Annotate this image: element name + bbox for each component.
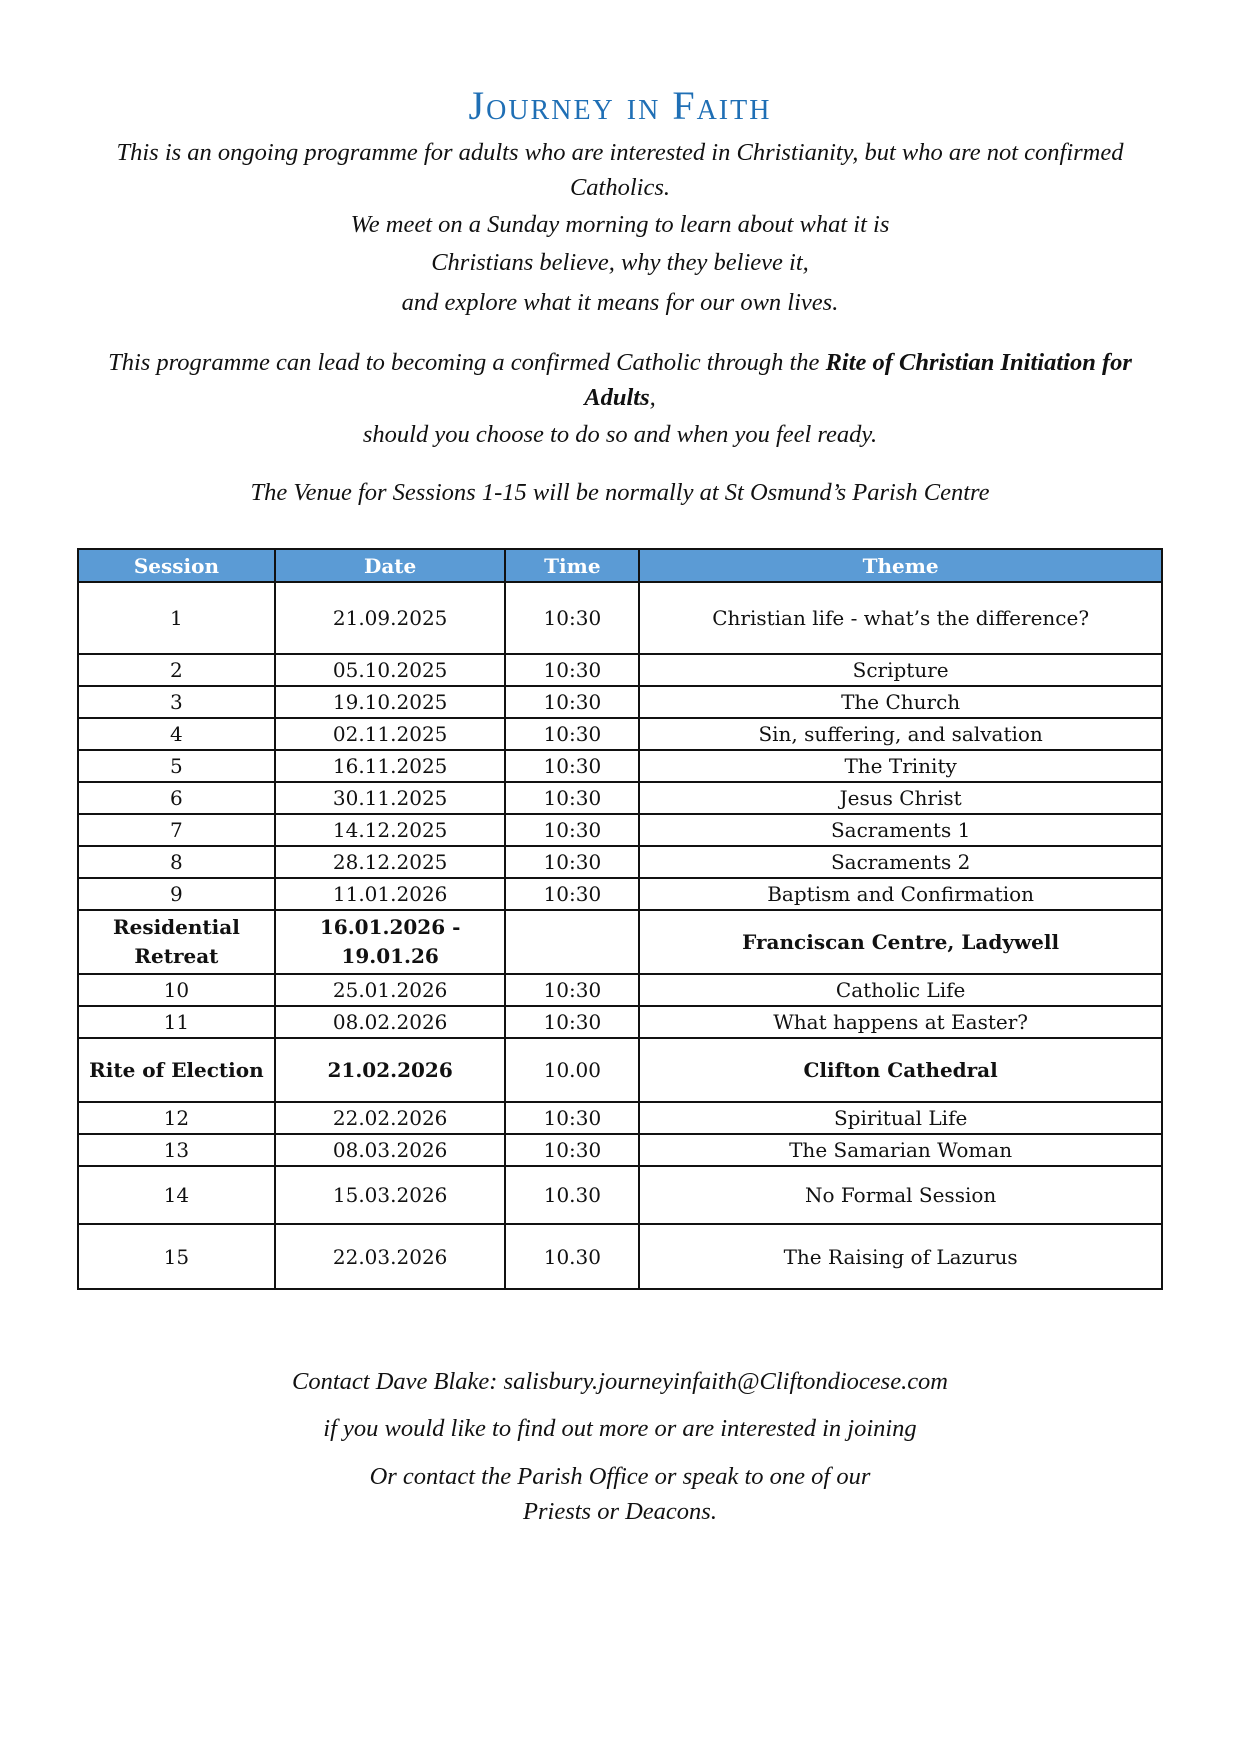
cell-date: 08.03.2026 bbox=[275, 1134, 506, 1166]
cell-date: 05.10.2025 bbox=[275, 654, 506, 686]
cell-time: 10:30 bbox=[505, 1134, 639, 1166]
cell-date: 19.10.2025 bbox=[275, 686, 506, 718]
header-session: Session bbox=[78, 549, 275, 582]
cell-date: 21.09.2025 bbox=[275, 582, 506, 654]
table-row bbox=[78, 878, 1162, 910]
table-row bbox=[78, 814, 1162, 846]
schedule-table bbox=[77, 548, 1163, 1290]
venue-note: The Venue for Sessions 1-15 will be normally at St Osmund’s Parish Centre bbox=[250, 479, 990, 506]
table-header-row bbox=[78, 549, 1162, 582]
cell-session: 11 bbox=[78, 1006, 275, 1038]
table-row bbox=[78, 750, 1162, 782]
cell-session: 14 bbox=[78, 1166, 275, 1224]
table-row bbox=[78, 910, 1162, 974]
cell-time: 10:30 bbox=[505, 718, 639, 750]
page-title: Journey in Faith bbox=[468, 83, 772, 128]
cell-time: 10.00 bbox=[505, 1038, 639, 1102]
cell-time: 10:30 bbox=[505, 1102, 639, 1134]
cell-time: 10:30 bbox=[505, 814, 639, 846]
cell-time: 10:30 bbox=[505, 782, 639, 814]
header-time: Time bbox=[505, 549, 639, 582]
cell-theme: Scripture bbox=[639, 654, 1162, 686]
cell-theme: Sin, suffering, and salvation bbox=[639, 718, 1162, 750]
cell-theme: Jesus Christ bbox=[639, 782, 1162, 814]
cell-session: 8 bbox=[78, 846, 275, 878]
cell-theme: Franciscan Centre, Ladywell bbox=[639, 910, 1162, 974]
cell-theme: The Raising of Lazurus bbox=[639, 1224, 1162, 1289]
table-row bbox=[78, 1134, 1162, 1166]
cell-date: 28.12.2025 bbox=[275, 846, 506, 878]
cell-time: 10:30 bbox=[505, 582, 639, 654]
intro-paragraph-1: This is an ongoing programme for adults who are interested in Christianity, but who are not confirmed Catholics. bbox=[116, 139, 1124, 201]
rcia-bold-text: Rite of Christian Initiation for Adults bbox=[584, 349, 1132, 411]
table-row bbox=[78, 782, 1162, 814]
cell-session: 12 bbox=[78, 1102, 275, 1134]
cell-time: 10:30 bbox=[505, 686, 639, 718]
cell-time: 10:30 bbox=[505, 974, 639, 1006]
cell-date: 16.01.2026 - 19.01.26 bbox=[275, 910, 506, 974]
cell-time: 10.30 bbox=[505, 1224, 639, 1289]
cell-session: 3 bbox=[78, 686, 275, 718]
cell-theme: Catholic Life bbox=[639, 974, 1162, 1006]
cell-date: 22.03.2026 bbox=[275, 1224, 506, 1289]
rcia-text-after: , bbox=[649, 384, 656, 411]
cell-date: 16.11.2025 bbox=[275, 750, 506, 782]
cell-theme: The Church bbox=[639, 686, 1162, 718]
contact-alternative: Or contact the Parish Office or speak to one of our Priests or Deacons. bbox=[369, 1463, 871, 1525]
cell-date: 30.11.2025 bbox=[275, 782, 506, 814]
cell-time: 10:30 bbox=[505, 878, 639, 910]
table-row bbox=[78, 1006, 1162, 1038]
cell-theme: Sacraments 2 bbox=[639, 846, 1162, 878]
table-row bbox=[78, 582, 1162, 654]
cell-date: 25.01.2026 bbox=[275, 974, 506, 1006]
cell-session: 9 bbox=[78, 878, 275, 910]
header-theme: Theme bbox=[639, 549, 1162, 582]
rcia-text-before: This programme can lead to becoming a confirmed Catholic through the bbox=[108, 349, 826, 376]
cell-session: Residential Retreat bbox=[78, 910, 275, 974]
contact-invite: if you would like to find out more or are interested in joining bbox=[323, 1415, 917, 1442]
cell-theme: The Samarian Woman bbox=[639, 1134, 1162, 1166]
cell-theme: The Trinity bbox=[639, 750, 1162, 782]
cell-session: 5 bbox=[78, 750, 275, 782]
cell-date: 21.02.2026 bbox=[275, 1038, 506, 1102]
table-row bbox=[78, 1038, 1162, 1102]
table-row bbox=[78, 1102, 1162, 1134]
cell-time: 10:30 bbox=[505, 654, 639, 686]
contact-line: Contact Dave Blake: salisbury.journeyinfaith@Cliftondiocese.com bbox=[291, 1368, 949, 1395]
cell-theme: What happens at Easter? bbox=[639, 1006, 1162, 1038]
cell-session: 7 bbox=[78, 814, 275, 846]
cell-session: 1 bbox=[78, 582, 275, 654]
cell-session: 6 bbox=[78, 782, 275, 814]
cell-time: 10.30 bbox=[505, 1166, 639, 1224]
cell-session: 13 bbox=[78, 1134, 275, 1166]
intro-paragraph-2: We meet on a Sunday morning to learn about what it is bbox=[350, 211, 890, 238]
table-row bbox=[78, 1224, 1162, 1289]
intro-paragraph-3: Christians believe, why they believe it, bbox=[431, 249, 809, 276]
cell-time: 10:30 bbox=[505, 1006, 639, 1038]
table-row bbox=[78, 654, 1162, 686]
cell-session: 2 bbox=[78, 654, 275, 686]
intro-paragraph-4: and explore what it means for our own lives. bbox=[401, 289, 839, 316]
table-row bbox=[78, 686, 1162, 718]
cell-time: 10:30 bbox=[505, 750, 639, 782]
cell-date: 22.02.2026 bbox=[275, 1102, 506, 1134]
table-row bbox=[78, 718, 1162, 750]
cell-date: 02.11.2025 bbox=[275, 718, 506, 750]
cell-theme: Clifton Cathedral bbox=[639, 1038, 1162, 1102]
cell-theme: Christian life - what’s the difference? bbox=[639, 582, 1162, 654]
table-row bbox=[78, 1166, 1162, 1224]
cell-session: 4 bbox=[78, 718, 275, 750]
cell-date: 14.12.2025 bbox=[275, 814, 506, 846]
cell-session: Rite of Election bbox=[78, 1038, 275, 1102]
table-row bbox=[78, 846, 1162, 878]
cell-theme: Spiritual Life bbox=[639, 1102, 1162, 1134]
cell-time: 10:30 bbox=[505, 846, 639, 878]
cell-date: 15.03.2026 bbox=[275, 1166, 506, 1224]
cell-session: 15 bbox=[78, 1224, 275, 1289]
cell-session: 10 bbox=[78, 974, 275, 1006]
cell-date: 08.02.2026 bbox=[275, 1006, 506, 1038]
cell-theme: Sacraments 1 bbox=[639, 814, 1162, 846]
header-date: Date bbox=[275, 549, 506, 582]
intro-paragraph-rcia bbox=[80, 345, 1160, 415]
cell-date: 11.01.2026 bbox=[275, 878, 506, 910]
cell-theme: Baptism and Confirmation bbox=[639, 878, 1162, 910]
cell-theme: No Formal Session bbox=[639, 1166, 1162, 1224]
intro-paragraph-6: should you choose to do so and when you feel ready. bbox=[362, 421, 878, 448]
table-row bbox=[78, 974, 1162, 1006]
cell-time bbox=[505, 910, 639, 974]
